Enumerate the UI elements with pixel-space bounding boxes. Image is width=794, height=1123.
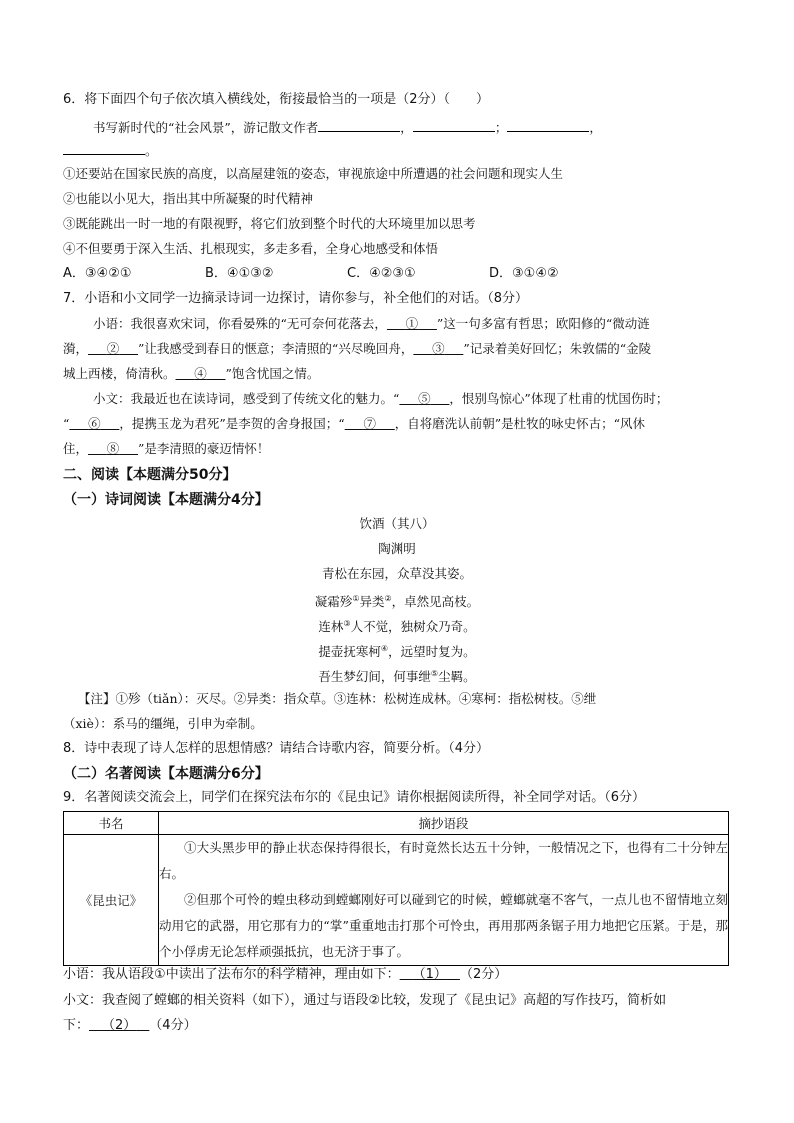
poem-title: 饮酒（其八）: [359, 516, 435, 531]
table-header-row: [64, 812, 729, 835]
q6-option-a[interactable]: A．③④②①: [63, 266, 132, 281]
excerpt-paragraph-1: ①大头黑步甲的静止状态保持得很长，有时竟然长达五十分钟，一般情况之下，也得有二十分钟左右。: [159, 840, 728, 881]
answer-blank[interactable]: ②: [106, 341, 120, 356]
q6-passage-end: 。: [63, 141, 158, 160]
q6-option-b[interactable]: B．④①③②: [205, 266, 274, 281]
answer-blank[interactable]: ⑦: [363, 416, 376, 431]
poem-line: 连林③人不觉，独树众乃奇。: [318, 619, 476, 635]
q8-stem: 8．诗中表现了诗人怎样的思想情感？请结合诗歌内容，简要分析。（4分）: [63, 741, 490, 756]
q7-line-4: 小文：我最近也在读诗词，感受到了传统文化的魅力。“ ⑤ ，恨别鸟惊心”体现了杜甫的忧国伤时；: [93, 391, 669, 406]
answer-blank[interactable]: ③: [432, 341, 445, 356]
poem-line: 提壶抚寒柯④，远望时复为。: [318, 644, 476, 660]
answer-blank[interactable]: [507, 118, 589, 132]
answer-blank[interactable]: （2）: [102, 1018, 137, 1033]
table-row: [64, 835, 729, 966]
column-header-book: 书名: [64, 812, 159, 835]
poem-line: 凝霜殄①异类②，卓然见高枝。: [314, 594, 480, 610]
q6-sentence-2: ②也能以小见大，指出其中所凝聚的时代精神: [63, 191, 314, 206]
q7-line-2: 漪， ② ”让我感受到春日的惬意；李清照的“兴尽晚回舟， ③ ”记录着美好回忆；朱敦儒的“金陵: [63, 341, 652, 356]
q6-sentence-3: ③既能跳出一时一地的有限视野，将它们放到整个时代的大环境里加以思考: [63, 216, 476, 231]
q7-line-6: 住， ⑧ ”是李清照的豪迈情怀！: [63, 441, 270, 456]
answer-blank[interactable]: ⑤: [418, 391, 431, 406]
answer-blank[interactable]: ⑥: [88, 416, 101, 431]
answer-blank[interactable]: [63, 141, 145, 155]
xiaowen-line-continued: 下： （2） （4分）: [63, 1018, 197, 1033]
q6-stem: 6．将下面四个句子依次填入横线处，衔接最恰当的一项是（2分）（ ）: [63, 92, 490, 107]
xiaoyu-line: 小语：我从语段①中读出了法布尔的科学精神，理由如下： （1） （2分）: [63, 967, 508, 982]
excerpt-paragraph-2: ②但那个可怜的蝗虫移动到螳螂刚好可以碰到它的时候，螳螂就毫不客气，一点儿也不留情地立刻动用它的武器，用它那有力的“掌”重重地击打那个可怜虫，再用那两条锯子用力地把它压紧。于是，那个小俘虏无论怎样顽强抵抗，也无济于事了。: [159, 892, 728, 959]
poem-note: 【注】①殄（tiǎn）：灭尽。②异类：指众草。③连林：松树连成林。④寒柯：指松树枝。⑤绁: [78, 691, 597, 706]
q6-option-d[interactable]: D．③①④②: [489, 266, 559, 281]
poem-author: 陶渊明: [378, 541, 416, 556]
book-title-cell: 《昆虫记》: [64, 835, 159, 966]
answer-blank[interactable]: [413, 118, 495, 132]
poem-note-continued: （xiè）：系马的缰绳，引申为牵制。: [63, 716, 263, 731]
q7-stem: 7．小语和小文同学一边摘录诗词一边探讨，请你参与，补全他们的对话。（8分）: [63, 291, 529, 306]
section-heading: 二、阅读【本题满分50分】: [63, 467, 237, 483]
q9-stem: 9．名著阅读交流会上，同学们在探究法布尔的《昆虫记》请你根据阅读所得，补全同学对话。（6分）: [63, 790, 646, 805]
q6-sentence-1: ①还要站在国家民族的高度，以高屋建瓴的姿态，审视旅途中所遭遇的社会问题和现实人生: [63, 166, 564, 181]
excerpt-cell: [159, 835, 729, 966]
subsection-heading: （二）名著阅读【本题满分6分】: [63, 766, 269, 782]
excerpt-table: [63, 811, 729, 966]
q7-line-1: 小语：我很喜欢宋词，你看晏殊的“无可奈何花落去， ① ”这一句多富有哲思；欧阳修的“微动涟: [93, 316, 650, 331]
answer-blank[interactable]: [318, 118, 400, 132]
answer-blank[interactable]: ④: [194, 366, 207, 381]
subsection-heading: （一）诗词阅读【本题满分4分】: [63, 492, 269, 508]
poem-line: 青松在东园，众草没其姿。: [321, 566, 472, 581]
answer-blank[interactable]: ①: [405, 316, 419, 331]
q6-passage: 书写新时代的“社会风景”，游记散文作者 ， ； ，: [93, 120, 602, 135]
q6-option-c[interactable]: C．④②③①: [347, 266, 416, 281]
xiaowen-line: 小文：我查阅了螳螂的相关资料（如下），通过与语段②比较，发现了《昆虫记》高超的写作技巧，简析如: [63, 993, 667, 1008]
answer-blank[interactable]: （1）: [412, 967, 447, 982]
column-header-excerpt: 摘抄语段: [159, 812, 729, 835]
poem-line: 吾生梦幻间，何事绁⑤尘羁。: [318, 669, 476, 685]
answer-blank[interactable]: ⑧: [106, 441, 120, 456]
q7-line-5: “ ⑥ ，提携玉龙为君死”是李贺的舍身报国；“ ⑦ ，自将磨洗认前朝”是杜牧的咏史怀古；“风休: [63, 416, 646, 431]
q7-line-3: 城上西楼，倚清秋。 ④ ”饱含忧国之情。: [63, 366, 320, 381]
q6-sentence-4: ④不但要勇于深入生活、扎根现实，多走多看，全身心地感受和体悟: [63, 241, 439, 256]
